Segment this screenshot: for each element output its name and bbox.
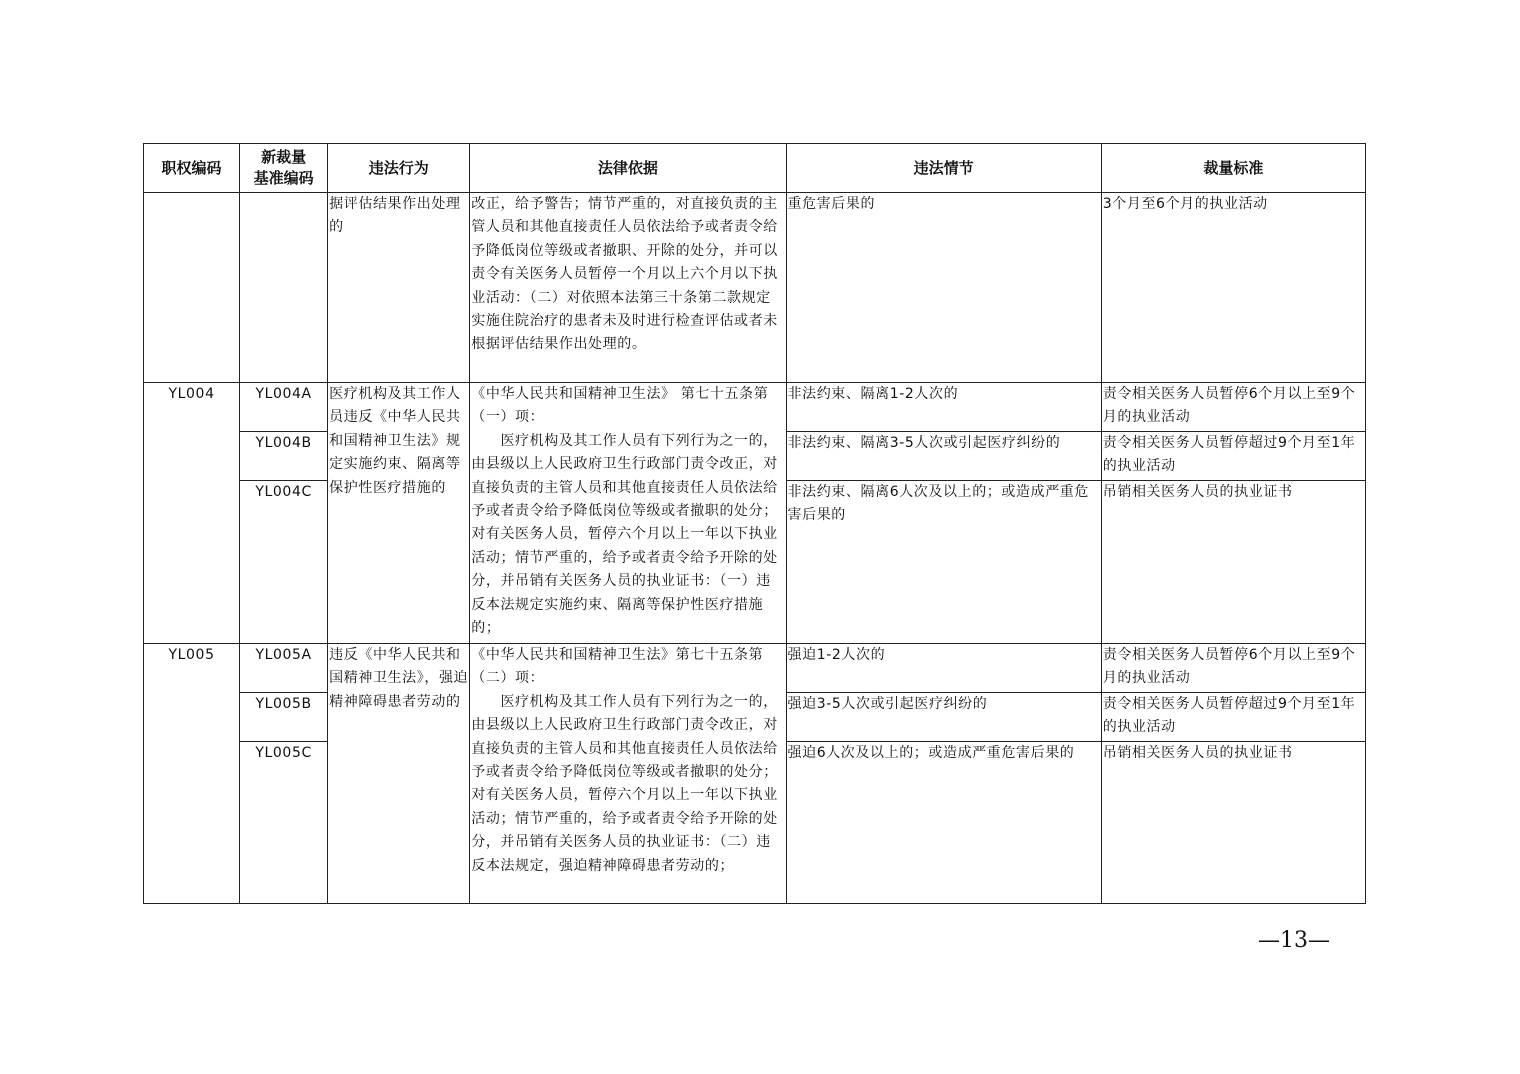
yl005b-code: YL005B bbox=[240, 693, 328, 742]
yl004a-circumstance: 非法约束、隔离1-2人次的 bbox=[786, 383, 1101, 432]
yl005-basis: 《中华人民共和国精神卫生法》第七十五条第（二）项： 医疗机构及其工作人员有下列行为之一的，由县级以上人民政府卫生行政部门责令改正，对直接负责的主管人员和其他直接责任人员依法给予或者责令给予降低岗位等级或者撤职的处分；对有关医务人员，暂停六个月以上一年以下执业活动；情节严重的，给予或者责令给予开除的处分，并吊销有关医务人员的执业证书：（二）违反本法规定，强迫精神障碍患者劳动的； bbox=[470, 644, 786, 904]
yl004b-code: YL004B bbox=[240, 432, 328, 481]
yl004c-code: YL004C bbox=[240, 481, 328, 644]
standards-table bbox=[143, 143, 1366, 904]
cont-code-cell bbox=[144, 193, 240, 383]
cont-standard: 3个月至6个月的执业活动 bbox=[1101, 193, 1365, 383]
header-authority-code: 职权编码 bbox=[144, 144, 240, 193]
table-row bbox=[144, 193, 1366, 383]
header-new-code: 新裁量 基准编码 bbox=[240, 144, 328, 193]
yl004-code: YL004 bbox=[144, 383, 240, 644]
yl005a-standard: 责令相关医务人员暂停6个月以上至9个月的执业活动 bbox=[1101, 644, 1365, 693]
yl005b-circumstance: 强迫3-5人次或引起医疗纠纷的 bbox=[786, 693, 1101, 742]
yl005a-circumstance: 强迫1-2人次的 bbox=[786, 644, 1101, 693]
yl005-behavior: 违反《中华人民共和国精神卫生法》，强迫精神障碍患者劳动的 bbox=[328, 644, 470, 904]
header-violation: 违法行为 bbox=[328, 144, 470, 193]
yl004b-circumstance: 非法约束、隔离3-5人次或引起医疗纠纷的 bbox=[786, 432, 1101, 481]
yl005b-standard: 责令相关医务人员暂停超过9个月至1年的执业活动 bbox=[1101, 693, 1365, 742]
yl005a-code: YL005A bbox=[240, 644, 328, 693]
yl005-code: YL005 bbox=[144, 644, 240, 904]
yl004a-standard: 责令相关医务人员暂停6个月以上至9个月的执业活动 bbox=[1101, 383, 1365, 432]
page-number: —13— bbox=[1258, 928, 1330, 953]
cont-basis: 改正，给予警告；情节严重的，对直接负责的主管人员和其他直接责任人员依法给予或者责令给予降低岗位等级或者撤职、开除的处分，并可以责令有关医务人员暂停一个月以上六个月以下执业活动：（二）对依照本法第三十条第二款规定实施住院治疗的患者未及时进行检查评估或者未根据评估结果作出处理的。 bbox=[470, 193, 786, 383]
yl004a-code: YL004A bbox=[240, 383, 328, 432]
cont-circumstance: 重危害后果的 bbox=[786, 193, 1101, 383]
yl004-basis: 《中华人民共和国精神卫生法》 第七十五条第（一）项： 医疗机构及其工作人员有下列行为之一的，由县级以上人民政府卫生行政部门责令改正，对直接负责的主管人员和其他直接责任人员依法给予或者责令给予降低岗位等级或者撤职的处分；对有关医务人员，暂停六个月以上一年以下执业活动；情节严重的，给予或者责令给予开除的处分，并吊销有关医务人员的执业证书：（一）违反本法规定实施约束、隔离等保护性医疗措施的； bbox=[470, 383, 786, 644]
table-row bbox=[144, 644, 1366, 693]
header-legal-basis: 法律依据 bbox=[470, 144, 786, 193]
yl004b-standard: 责令相关医务人员暂停超过9个月至1年的执业活动 bbox=[1101, 432, 1365, 481]
yl004c-circumstance: 非法约束、隔离6人次及以上的；或造成严重危害后果的 bbox=[786, 481, 1101, 644]
header-circumstance: 违法情节 bbox=[786, 144, 1101, 193]
table-header-row bbox=[144, 144, 1366, 193]
yl005c-code: YL005C bbox=[240, 742, 328, 904]
table-row bbox=[144, 383, 1366, 432]
yl005c-standard: 吊销相关医务人员的执业证书 bbox=[1101, 742, 1365, 904]
header-standard: 裁量标准 bbox=[1101, 144, 1365, 193]
yl005c-circumstance: 强迫6人次及以上的；或造成严重危害后果的 bbox=[786, 742, 1101, 904]
yl004c-standard: 吊销相关医务人员的执业证书 bbox=[1101, 481, 1365, 644]
yl004-behavior: 医疗机构及其工作人员违反《中华人民共和国精神卫生法》规定实施约束、隔离等保护性医疗措施的 bbox=[328, 383, 470, 644]
cont-behavior: 据评估结果作出处理的 bbox=[328, 193, 470, 383]
cont-sub-code-cell bbox=[240, 193, 328, 383]
